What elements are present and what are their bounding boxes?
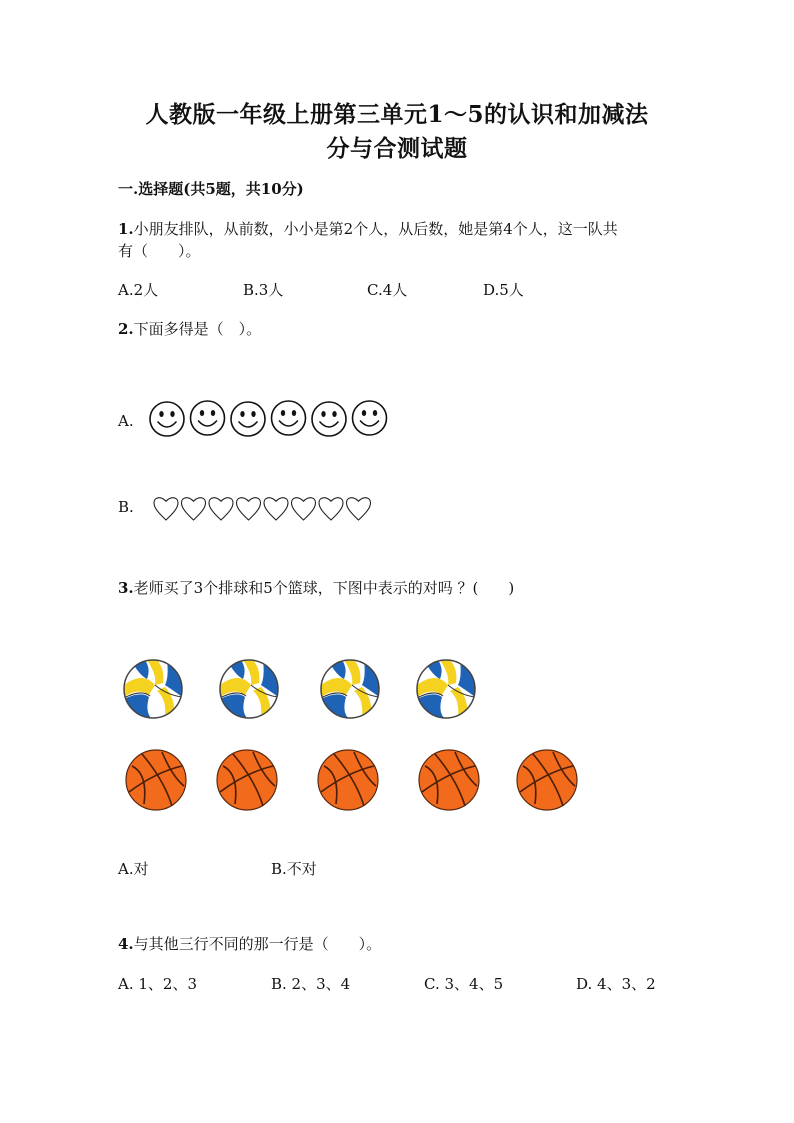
heart-icon (182, 498, 206, 520)
section-heading: 一.选择题(共5题，共10分) (118, 180, 304, 198)
heart-icon (292, 498, 316, 520)
q1-option-a[interactable]: A.2人 (118, 281, 159, 299)
volleyball-icon (124, 660, 182, 718)
question-text: 与其他三行不同的那一行是（ ）。 (133, 935, 382, 953)
question-1 (118, 218, 618, 239)
question-2 (118, 318, 261, 339)
q4-option-c[interactable]: C. 3、4、5 (424, 975, 504, 993)
volleyball-icon (417, 660, 475, 718)
q3-option-b[interactable]: B.不对 (271, 860, 317, 878)
q1-option-d[interactable]: D.5人 (483, 281, 524, 299)
heart-icon (264, 498, 288, 520)
question-number: 1. (118, 220, 134, 238)
basketball-icon (419, 750, 479, 810)
heart-icon (237, 498, 261, 520)
question-number: 3. (118, 579, 134, 597)
q2-option-b-label[interactable]: B. (118, 498, 134, 516)
question-text: 老师买了3个排球和5个篮球，下图中表示的对吗 ？( ) (133, 579, 515, 597)
heart-icons (152, 494, 382, 524)
volleyball-icons (126, 658, 486, 722)
question-4 (118, 933, 381, 954)
question-3 (118, 577, 514, 598)
heart-icon (209, 498, 233, 520)
smiley-icon (312, 402, 346, 436)
smiley-face-icons (148, 398, 393, 440)
q4-option-a[interactable]: A. 1、2、3 (118, 975, 197, 993)
basketball-icons (124, 749, 584, 813)
heart-icon (347, 498, 371, 520)
heart-icon (154, 498, 178, 520)
basketball-icon (126, 750, 186, 810)
basketball-icon (318, 750, 378, 810)
smiley-icon (353, 401, 387, 435)
question-text: 小朋友排队，从前数，小小是第2个人，从后数，她是第4个人，这一队共 (133, 220, 618, 238)
heart-icon (319, 498, 343, 520)
q4-option-d[interactable]: D. 4、3、2 (576, 975, 656, 993)
page-title: 人教版一年级上册第三单元1～5的认识和加减法 (145, 101, 649, 128)
question-text: 下面多得是（ ）。 (133, 320, 262, 338)
basketball-icon (517, 750, 577, 810)
q4-option-b[interactable]: B. 2、3、4 (271, 975, 351, 993)
question-number: 2. (118, 320, 134, 338)
smiley-icon (191, 401, 225, 435)
volleyball-icon (220, 660, 278, 718)
question-1-line2: 有（ ）。 (118, 242, 201, 260)
smiley-icon (231, 402, 265, 436)
smiley-icon (150, 402, 184, 436)
smiley-icon (272, 401, 306, 435)
volleyball-icon (321, 660, 379, 718)
q1-option-b[interactable]: B.3人 (243, 281, 284, 299)
page-subtitle: 分与合测试题 (326, 135, 468, 162)
q3-option-a[interactable]: A.对 (118, 860, 149, 878)
question-number: 4. (118, 935, 134, 953)
basketball-icon (217, 750, 277, 810)
q1-option-c[interactable]: C.4人 (367, 281, 408, 299)
q2-option-a-label[interactable]: A. (118, 412, 134, 430)
